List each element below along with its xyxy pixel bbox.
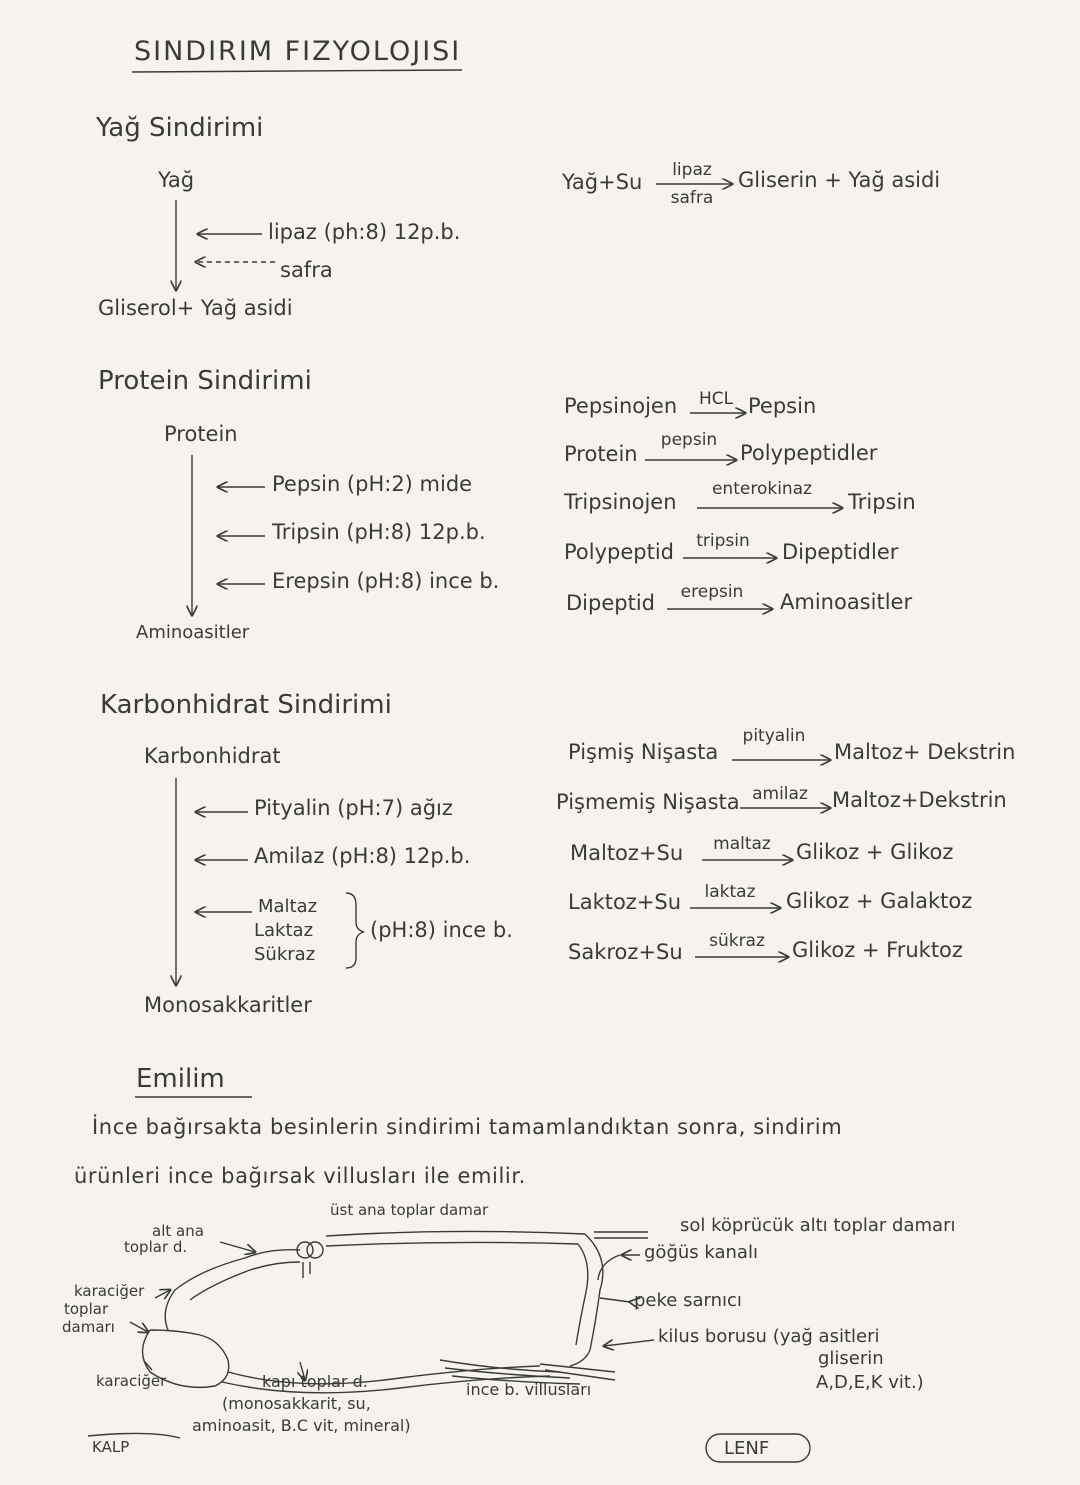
- label-kilus-2: gliserin: [818, 1348, 884, 1369]
- carb-heading: Karbonhidrat Sindirimi: [100, 690, 392, 720]
- label-lenf: LENF: [724, 1438, 770, 1459]
- reaction-left: Pişmiş Nişasta: [568, 740, 719, 764]
- reaction-enzyme: erepsin: [680, 582, 744, 602]
- reaction-enzyme: pityalin: [742, 726, 806, 746]
- enzyme-maltaz: Maltaz: [258, 896, 318, 917]
- fat-heading: Yağ Sindirimi: [96, 113, 264, 143]
- reaction-left: Laktoz+Su: [568, 890, 682, 914]
- label-karaciger-toplar-3: damarı: [62, 1318, 115, 1336]
- carb-enzyme-amilaz: Amilaz (pH:8) 12p.b.: [254, 844, 471, 868]
- reaction-left: Pepsinojen: [564, 394, 678, 418]
- reaction-right: Aminoasitler: [780, 590, 913, 614]
- reaction-left: Protein: [564, 442, 638, 466]
- fat-reaction-top: lipaz: [672, 160, 712, 180]
- reaction-right: Tripsin: [848, 490, 916, 514]
- fat-reaction-right: Gliserin + Yağ asidi: [738, 168, 941, 192]
- reaction-right: Dipeptidler: [782, 540, 899, 564]
- label-gogus: göğüs kanalı: [644, 1242, 758, 1263]
- reaction-right: Maltoz+ Dekstrin: [834, 740, 1016, 764]
- reaction-enzyme: HCL: [698, 389, 734, 409]
- reaction-right: Polypeptidler: [740, 441, 878, 465]
- reaction-right: Glikoz + Fruktoz: [792, 938, 963, 962]
- fat-reaction-left: Yağ+Su: [562, 170, 643, 194]
- title-underline: [132, 70, 462, 72]
- label-peke: peke sarnıcı: [634, 1290, 742, 1311]
- absorption-text-line1: İnce bağırsakta besinlerin sindirimi tamamlandıktan sonra, sindirim: [92, 1115, 843, 1139]
- enzyme-sukraz: Sükraz: [254, 944, 316, 965]
- protein-start: Protein: [164, 422, 238, 446]
- reaction-enzyme: laktaz: [704, 882, 756, 902]
- enzyme-brace: [346, 893, 364, 968]
- reaction-right: Maltoz+Dekstrin: [832, 788, 1007, 812]
- label-kilus: kilus borusu (yağ asitleri: [658, 1326, 880, 1347]
- reaction-right: Glikoz + Galaktoz: [786, 889, 973, 913]
- reaction-enzyme: maltaz: [713, 834, 771, 854]
- label-kapi: kapı toplar d.: [262, 1372, 368, 1391]
- fat-reaction-bottom: safra: [670, 188, 714, 208]
- protein-end: Aminoasitler: [136, 622, 250, 643]
- label-sol-kopru: sol köprücük altı toplar damarı: [680, 1215, 956, 1236]
- reaction-left: Tripsinojen: [564, 490, 677, 514]
- label-ince-villus: ince b. villusları: [466, 1380, 592, 1399]
- protein-heading: Protein Sindirimi: [98, 366, 312, 396]
- enzyme-laktaz: Laktaz: [254, 920, 314, 941]
- reaction-enzyme: amilaz: [752, 784, 808, 804]
- label-karaciger-toplar-2: toplar: [64, 1300, 109, 1318]
- reaction-enzyme: sükraz: [709, 931, 765, 951]
- fat-end: Gliserol+ Yağ asidi: [98, 296, 293, 320]
- absorption-text-line2: ürünleri ince bağırsak villusları ile emilir.: [74, 1164, 526, 1188]
- label-alt-ana: alt ana: [152, 1222, 204, 1240]
- fat-start: Yağ: [158, 168, 195, 192]
- label-kapi-3: aminoasit, B.C vit, mineral): [192, 1416, 411, 1435]
- carb-start: Karbonhidrat: [144, 744, 281, 768]
- protein-enzyme-pepsin: Pepsin (pH:2) mide: [272, 472, 473, 496]
- label-alt-ana-2: toplar d.: [124, 1238, 188, 1256]
- label-ust-ana: üst ana toplar damar: [330, 1201, 489, 1219]
- reaction-right: Pepsin: [748, 394, 817, 418]
- reaction-left: Sakroz+Su: [568, 940, 683, 964]
- reaction-left: Maltoz+Su: [570, 841, 684, 865]
- fat-enzyme-safra: safra: [280, 258, 333, 282]
- label-karaciger-toplar: karaciğer: [74, 1282, 145, 1300]
- enzyme-group-label: (pH:8) ince b.: [370, 918, 513, 942]
- reaction-enzyme: pepsin: [660, 430, 718, 450]
- protein-enzyme-tripsin: Tripsin (pH:8) 12p.b.: [272, 520, 486, 544]
- reaction-left: Pişmemiş Nişasta: [556, 790, 740, 814]
- reaction-enzyme: enterokinaz: [711, 479, 813, 499]
- reaction-left: Dipeptid: [566, 591, 655, 615]
- fat-enzyme-lipaz: lipaz (ph:8) 12p.b.: [268, 220, 461, 244]
- reaction-enzyme: tripsin: [696, 531, 750, 551]
- page-title: SINDIRIM FIZYOLOJISI: [134, 36, 462, 67]
- label-karaciger: karaciğer: [96, 1372, 167, 1390]
- absorption-heading: Emilim: [136, 1064, 225, 1094]
- protein-enzyme-erepsin: Erepsin (pH:8) ince b.: [272, 569, 500, 593]
- label-kilus-3: A,D,E,K vit.): [816, 1372, 924, 1393]
- carb-end: Monosakkaritler: [144, 993, 312, 1017]
- label-kalp: KALP: [92, 1438, 130, 1456]
- reaction-left: Polypeptid: [564, 540, 675, 564]
- carb-enzyme-pityalin: Pityalin (pH:7) ağız: [254, 796, 453, 820]
- label-kapi-2: (monosakkarit, su,: [222, 1394, 371, 1413]
- reaction-right: Glikoz + Glikoz: [796, 840, 954, 864]
